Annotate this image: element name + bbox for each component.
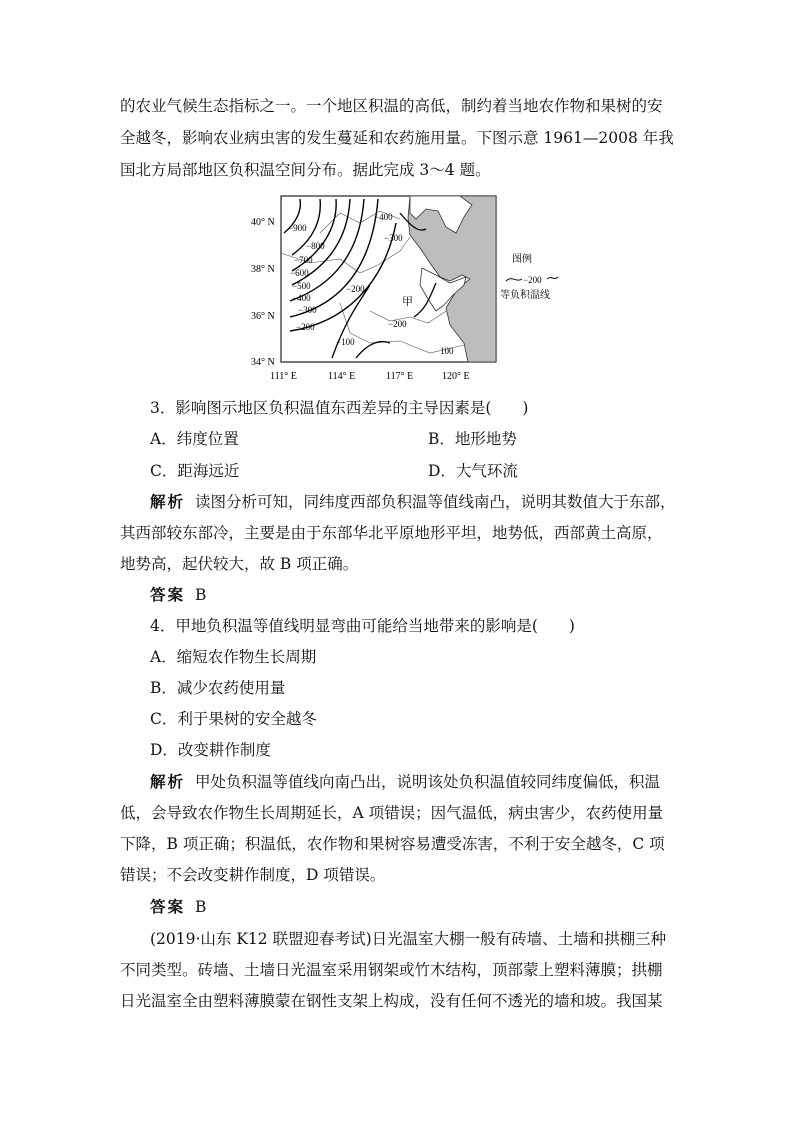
intro-line-3: 国北方局部地区负积温空间分布。据此完成 3～4 题。 <box>120 161 491 179</box>
contour-label: −100 <box>336 337 355 347</box>
contour-label: −200 <box>388 319 407 329</box>
q3-analysis-line: 其西部较东部冷，主要是由于东部华北平原地形平坦，地势低，西部黄土高原， <box>120 524 663 542</box>
q3-analysis-line <box>150 492 676 512</box>
contour-label: −800 <box>306 241 325 251</box>
q3-answer-line <box>150 585 206 605</box>
q4-option-c: C．利于果树的安全越冬 <box>150 710 317 728</box>
contour-label: −700 <box>294 255 313 265</box>
legend-title: 图例 <box>512 254 532 265</box>
q4-analysis-line: 错误；不会改变耕作制度，D 项错误。 <box>120 866 386 884</box>
contour-label: −200 <box>296 322 315 332</box>
lat-label: 36° N <box>251 311 275 322</box>
legend-line-icon <box>547 277 558 279</box>
contour-label: −500 <box>292 281 311 291</box>
contour-label: −400 <box>292 293 311 303</box>
lon-label: 120° E <box>442 371 470 382</box>
intro-line-1: 的农业气候生态指标之一。一个地区积温的高低，制约着当地农作物和果树的安 <box>120 97 663 115</box>
q3-option-d: D．大气环流 <box>428 462 518 480</box>
contour-label: −400 <box>374 212 393 222</box>
contour-label: −600 <box>290 268 309 278</box>
contour-label: −900 <box>288 223 307 233</box>
place-label-jia: 甲 <box>402 296 413 308</box>
q3-option-b: B．地形地势 <box>428 430 517 448</box>
q4-answer-line <box>150 897 206 917</box>
q4-option-a: A．缩短农作物生长周期 <box>150 648 317 666</box>
q4-answer: B <box>195 898 207 916</box>
legend-value: −200 <box>523 275 542 285</box>
q3-analysis-line: 地势高，起伏较大，故 B 项正确。 <box>120 555 359 573</box>
legend-line-icon <box>506 279 522 281</box>
q3-analysis-text: 读图分析可知，同纬度西部负积温等值线南凸，说明其数值大于东部， <box>195 493 676 511</box>
q4-analysis-line: 低，会导致农作物生长周期延长，A 项错误；因气温低，病虫害少，农药使用量 <box>120 804 664 822</box>
q4-option-d: D．改变耕作制度 <box>150 741 271 759</box>
lat-label: 40° N <box>251 217 275 228</box>
intro-line-2: 全越冬，影响农业病虫害的发生蔓延和农药施用量。下图示意 1961—2008 年我 <box>120 129 674 147</box>
q3-analysis-label: 解析 <box>150 492 186 511</box>
contour-label: −300 <box>384 233 403 243</box>
q4-analysis-text: 甲处负积温等值线向南凸出，说明该处负积温值较同纬度偏低，积温 <box>195 773 661 791</box>
q3-option-c: C．距海远近 <box>150 462 240 480</box>
lon-label: 117° E <box>386 371 414 382</box>
lon-label: 114° E <box>328 371 356 382</box>
next-passage-line: 不同类型。砖墙、土墙日光温室采用钢架或竹木结构，顶部蒙上塑料薄膜；拱棚 <box>120 961 663 979</box>
lat-label: 34° N <box>251 357 275 368</box>
negative-accumulated-temperature-map <box>250 193 570 385</box>
contour-label: −200 <box>346 284 365 294</box>
q4-stem: 4．甲地负积温等值线明显弯曲可能给当地带来的影响是( ) <box>150 617 575 635</box>
next-passage-line: (2019·山东 K12 联盟迎春考试)日光温室大棚一般有砖墙、土墙和拱棚三种 <box>150 930 667 948</box>
q3-stem: 3．影响图示地区负积温值东西差异的主导因素是( ) <box>150 399 529 417</box>
contour-label: −300 <box>298 305 317 315</box>
q4-option-b: B．减少农药使用量 <box>150 679 286 697</box>
lat-label: 38° N <box>251 264 275 275</box>
lon-label: 111° E <box>270 371 297 382</box>
next-passage-line: 日光温室全由塑料薄膜蒙在钢性支架上构成，没有任何不透光的墙和坡。我国某 <box>120 992 663 1010</box>
contour-label: 100 <box>440 346 454 356</box>
q4-analysis-line: 下降，B 项正确；积温低，农作物和果树容易遭受冻害，不利于安全越冬，C 项 <box>120 835 665 853</box>
q3-answer: B <box>195 586 207 604</box>
q4-analysis-label: 解析 <box>150 772 186 791</box>
legend-desc: 等负积温线 <box>500 290 550 301</box>
q4-answer-label: 答案 <box>150 897 186 916</box>
q4-analysis-line <box>150 772 660 792</box>
q3-answer-label: 答案 <box>150 585 186 604</box>
q3-option-a: A．纬度位置 <box>150 430 239 448</box>
